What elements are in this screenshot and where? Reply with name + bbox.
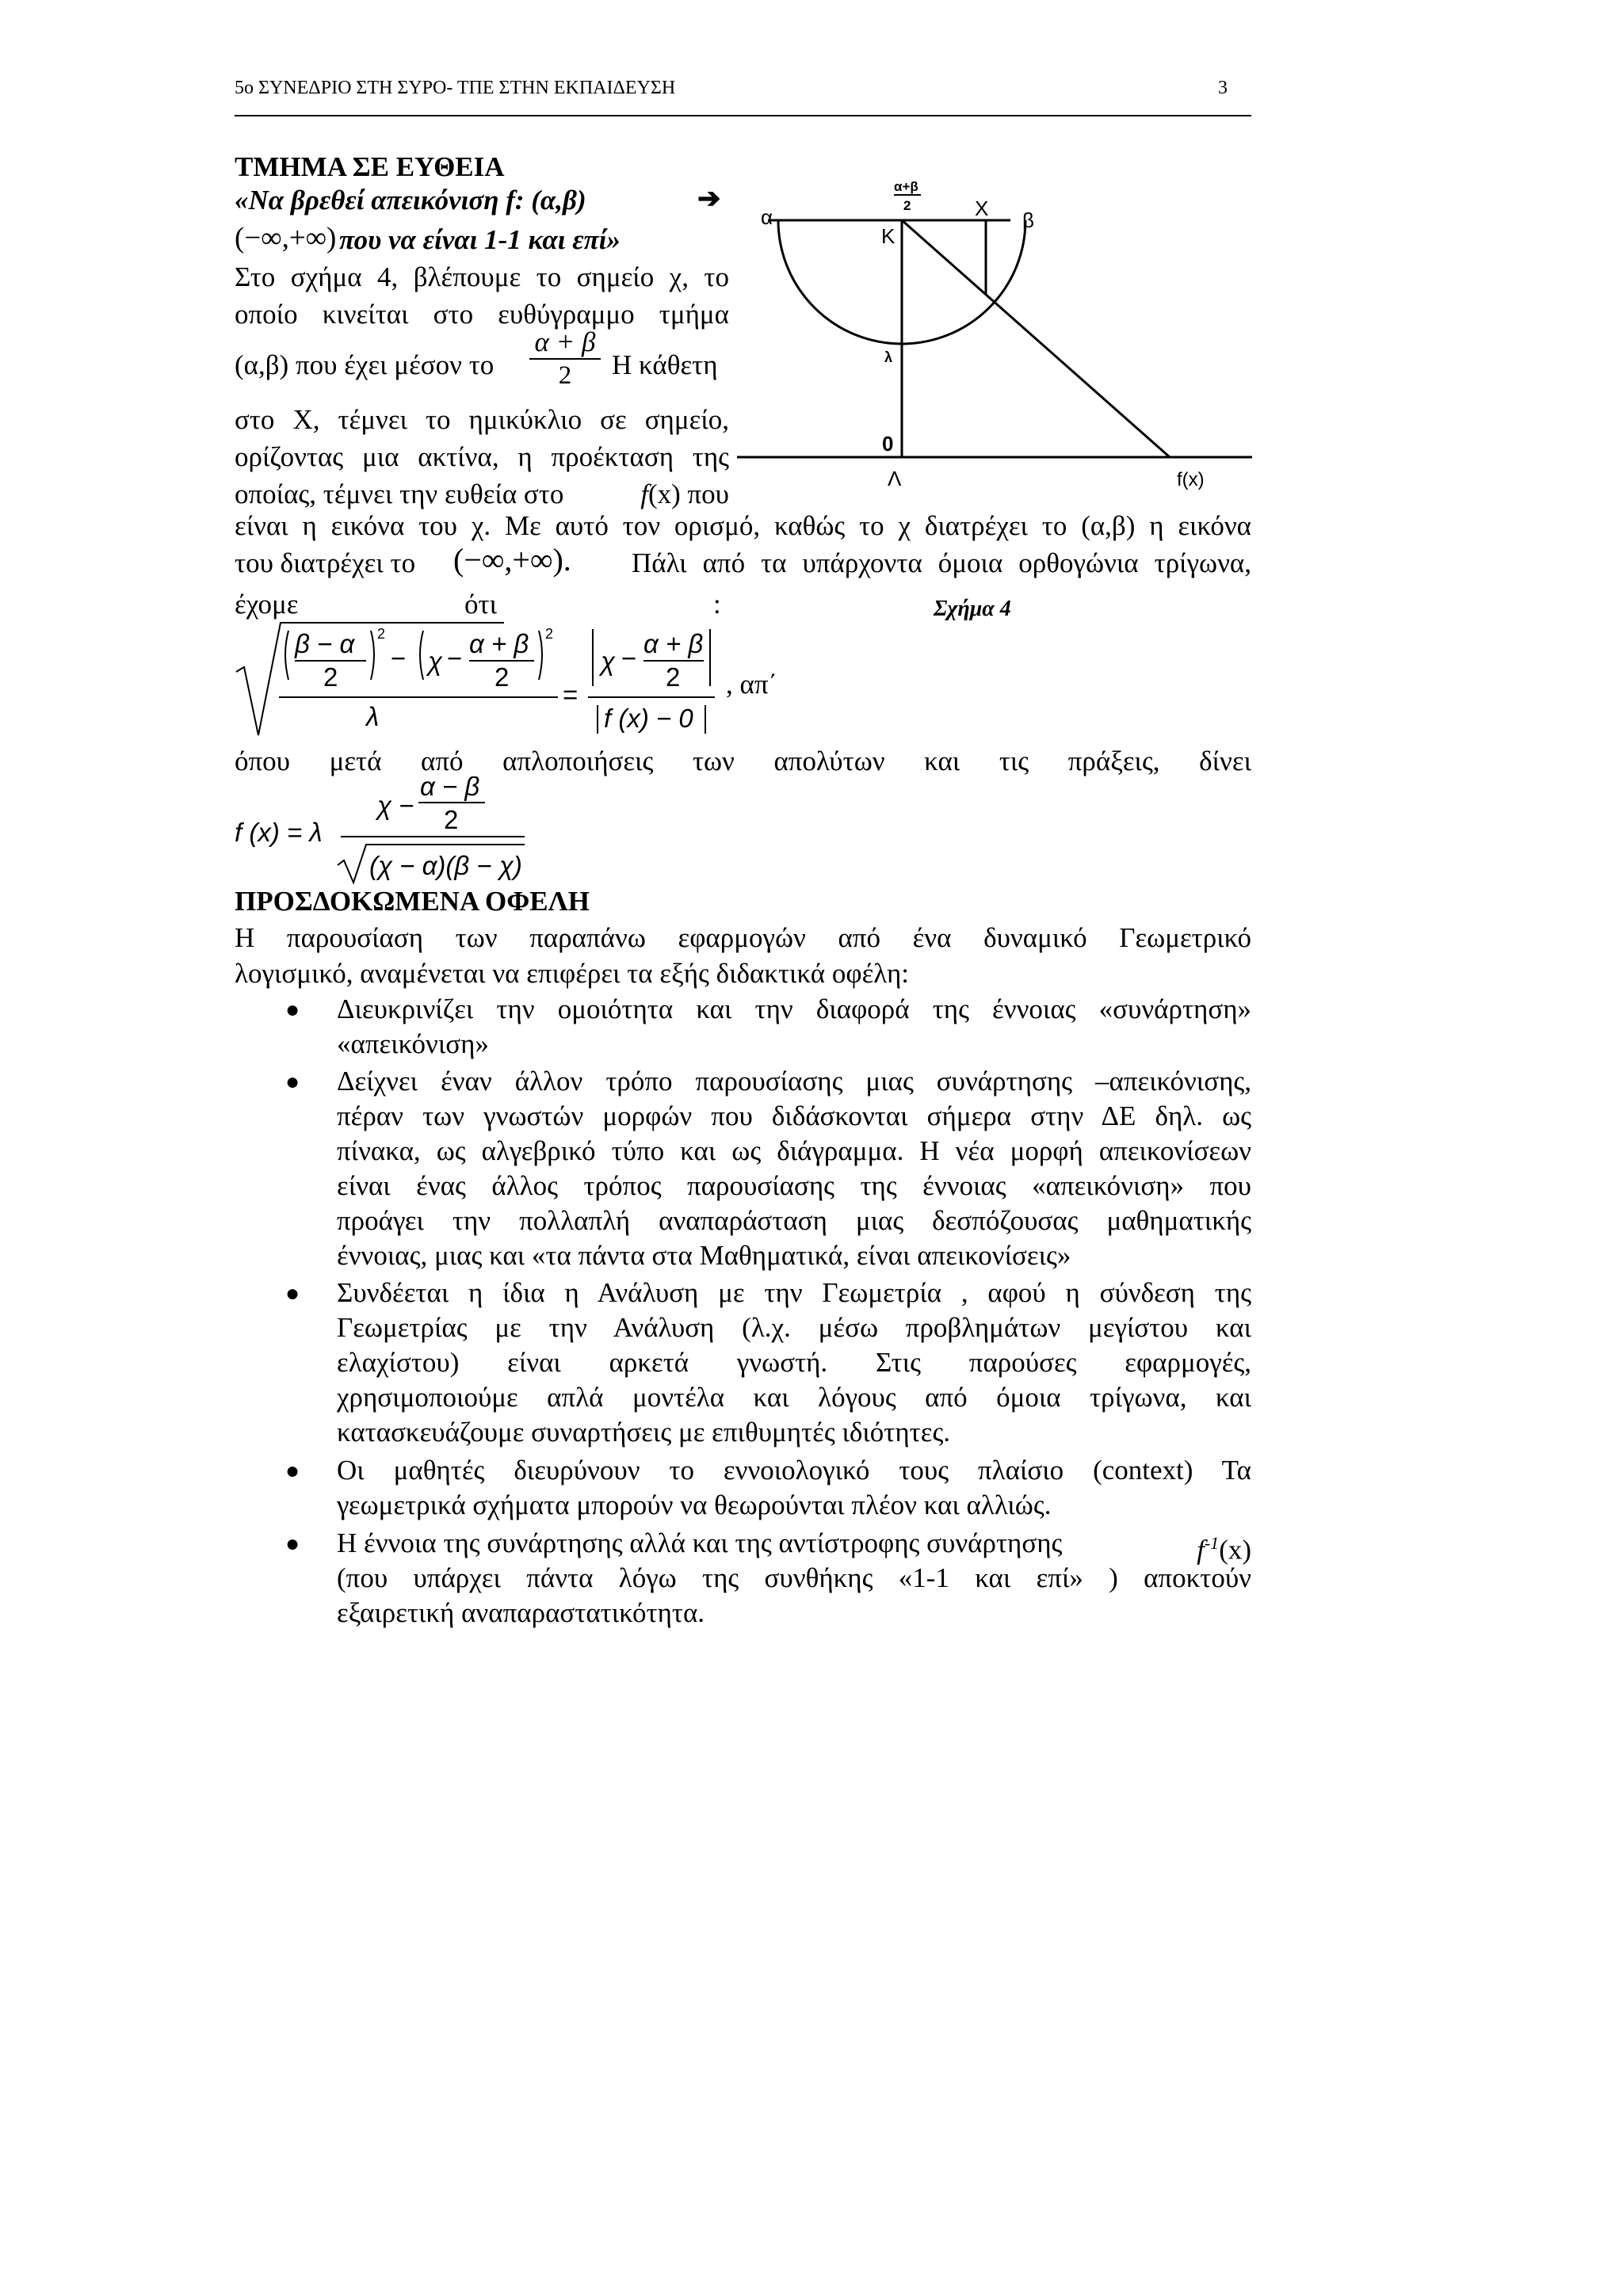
eq-alpha-plus-beta: α + β <box>469 629 529 658</box>
label-X: Χ <box>975 196 989 220</box>
eq-denominator: (χ − α)(β − χ) <box>369 851 522 880</box>
para-line: του διατρέχει το <box>235 547 416 578</box>
task-line-1: «Να βρεθεί απεικόνιση f: (α,β) <box>235 185 586 215</box>
eq-lhs: f (x) = λ <box>235 818 323 847</box>
eq-alpha-plus-beta: α + β <box>643 629 704 658</box>
paren-left <box>420 631 423 680</box>
label-Lambda: Λ <box>888 467 902 490</box>
fraction-denominator: 2 <box>529 358 601 391</box>
para-text-f: f(x) που <box>640 479 729 509</box>
eq-chi: χ <box>428 646 443 676</box>
para-line: Η κάθετη <box>612 349 718 380</box>
para-line: ορίζοντας μια ακτίνα, η προέκταση της <box>235 441 729 472</box>
label-K: Κ <box>881 224 896 248</box>
bullet-icon: ● <box>285 1531 300 1557</box>
label-zero: 0 <box>882 432 894 456</box>
eq-minus: − <box>621 643 637 673</box>
bullet-icon: ● <box>285 1280 300 1306</box>
paren-left <box>285 631 288 680</box>
label-fx: f(x) <box>1177 469 1205 490</box>
ray-line <box>902 220 1170 457</box>
section-heading: ΠΡΟΣΔΟΚΩΜΕΝΑ ΟΦΕΛΗ <box>235 886 590 917</box>
eq-chi: χ <box>601 646 616 676</box>
label-lambda: λ <box>884 349 893 365</box>
eq-equals: = <box>563 680 579 709</box>
eq-lambda: λ <box>366 702 380 731</box>
para-line: Πάλι από τα υπάρχοντα όμοια ορθογώνια τρίγωνα, <box>632 547 1251 578</box>
arrow-icon: ➔ <box>697 183 721 214</box>
eq-suffix: , απ΄ <box>726 669 778 700</box>
bullet-line: χρησιμοποιούμε απλά μοντέλα και λόγους από όμοια τρίγωνα, και <box>337 1382 1251 1413</box>
task-line-2: που να είναι 1-1 και επί» <box>339 224 621 255</box>
eq-square: 2 <box>377 626 386 642</box>
paren-right <box>371 631 374 680</box>
bullet-line: εξαιρετική αναπαραστατικότητα. <box>337 1597 705 1628</box>
para-line: όπου μετά από απλοποιήσεις των απολύτων και τις πράξεις, δίνει <box>235 746 1251 776</box>
bullet-line: (που υπάρχει πάντα λόγω της συνθήκης «1-1 και επί» ) αποκτούν <box>337 1562 1251 1593</box>
label-beta: β <box>1022 208 1034 232</box>
paren-right <box>539 631 542 680</box>
equation-2 <box>235 776 552 887</box>
bullet-line: Συνδέεται η ίδια η Ανάλυση με την Γεωμετρία , αφού η σύνδεση της <box>337 1277 1251 1308</box>
para-line: είναι η εικόνα του χ. Με αυτό τον ορισμό, καθώς το χ διατρέχει το (α,β) η εικόνα <box>235 510 1251 541</box>
label-alpha: α <box>761 205 773 229</box>
para-line: (α,β) που έχει μέσον το <box>235 349 495 380</box>
bullet-line: ελαχίστου) είναι αρκετά γνωστή. Στις παρούσες εφαρμογές, <box>337 1347 1251 1378</box>
bullet-icon: ● <box>285 997 300 1023</box>
label-midpoint-den: 2 <box>903 198 911 213</box>
para-word: : <box>713 589 721 620</box>
eq-two: 2 <box>323 662 338 692</box>
para-line: Στο σχήμα 4, βλέπουμε το σημείο χ, το <box>235 261 729 292</box>
bullet-line: πέραν των γνωστών μορφών που διδάσκονται σήμερα στην ΔΕ δηλ. ως <box>337 1100 1251 1131</box>
para-line: οποίο κινείται στο ευθύγραμμο τμήμα <box>235 299 729 330</box>
eq-beta-minus-alpha: β − α <box>295 629 355 658</box>
para-line: Η παρουσίαση των παραπάνω εφαρμογών από ένα δυναμικό Γεωμετρικό <box>235 922 1251 953</box>
bullet-line: πίνακα, ως αλγεβρικό τύπο και ως διάγραμμα. Η νέα μορφή απεικονίσεων <box>337 1135 1251 1166</box>
equation-1 <box>235 615 726 742</box>
para-line: λογισμικό, αναμένεται να επιφέρει τα εξής διδακτικά οφέλη: <box>235 958 909 989</box>
header-rule <box>235 115 1251 116</box>
eq-two: 2 <box>666 662 681 692</box>
para-text: οποίας, τέμνει την ευθεία στο <box>235 479 564 509</box>
running-header: 5ο ΣΥΝΕΔΡΙΟ ΣΤΗ ΣΥΡΟ- ΤΠΕ ΣΤΗΝ ΕΚΠΑΙΔΕΥΣΗ <box>235 78 676 98</box>
figure-4 <box>737 170 1252 503</box>
eq-two: 2 <box>444 805 459 834</box>
task-interval: (−∞,+∞) <box>235 222 337 254</box>
bullet-line: προάγει την πολλαπλή αναπαράσταση μιας δεσπόζουσας μαθηματικής <box>337 1205 1251 1236</box>
eq-alpha-minus-beta: α − β <box>420 776 480 801</box>
para-word: ότι <box>464 589 497 620</box>
label-midpoint-num: α+β <box>894 179 918 194</box>
page-number: 3 <box>1218 78 1228 98</box>
eq-two: 2 <box>495 662 510 692</box>
bullet-line: Γεωμετρίας με την Ανάλυση (λ.χ. μέσω προβλημάτων μεγίστου και <box>337 1312 1251 1343</box>
section-heading-segment: ΤΜΗΜΑ ΣΕ ΕΥΘΕΙΑ <box>235 151 505 182</box>
fraction-numerator: α + β <box>534 326 596 357</box>
para-word: έχομε <box>235 589 299 620</box>
bullet-line: Δείχνει έναν άλλον τρόπο παρουσίασης μιας συνάρτησης –απεικόνισης, <box>337 1066 1251 1097</box>
bullet-line: «απεικόνιση» <box>337 1028 489 1059</box>
eq-chi-minus: χ − <box>377 791 414 820</box>
bullet-line: γεωμετρικά σχήματα μπορούν να θεωρούνται πλέον και αλλιώς. <box>337 1489 1052 1520</box>
bullet-line: Διευκρινίζει την ομοιότητα και την διαφορά της έννοιας «συνάρτηση» <box>337 994 1251 1024</box>
eq-minus: − <box>447 643 463 673</box>
bullet-line: Οι μαθητές διευρύνουν το εννοιολογικό τους πλαίσιο (context) Τα <box>337 1455 1251 1486</box>
bullet-line: κατασκευάζουμε συναρτήσεις με επιθυμητές ιδιότητες. <box>337 1417 951 1447</box>
bullet-icon: ● <box>285 1458 300 1484</box>
midpoint-fraction <box>529 326 601 391</box>
bullet-text: Η έννοια της συνάρτησης αλλά και της αντίστροφης συνάρτησης <box>337 1527 1063 1558</box>
eq-square: 2 <box>545 626 554 642</box>
bullet-line: έννοιας, μιας και «τα πάντα στα Μαθηματικά, είναι απεικονίσεις» <box>337 1240 1071 1271</box>
interval-infinity: (−∞,+∞). <box>453 542 571 578</box>
eq-minus: − <box>391 643 407 673</box>
eq-fx-minus-zero: f (x) − 0 <box>604 704 693 733</box>
bullet-line: είναι ένας άλλος τρόπος παρουσίασης της έννοιας «απεικόνιση» που <box>337 1170 1251 1201</box>
figure-caption: Σχήμα 4 <box>934 597 1011 621</box>
inverse-function: $f^{-1}(x)$ <box>1197 1533 1251 1566</box>
para-line: στο Χ, τέμνει το ημικύκλιο σε σημείο, <box>235 404 729 435</box>
bullet-icon: ● <box>285 1069 300 1095</box>
